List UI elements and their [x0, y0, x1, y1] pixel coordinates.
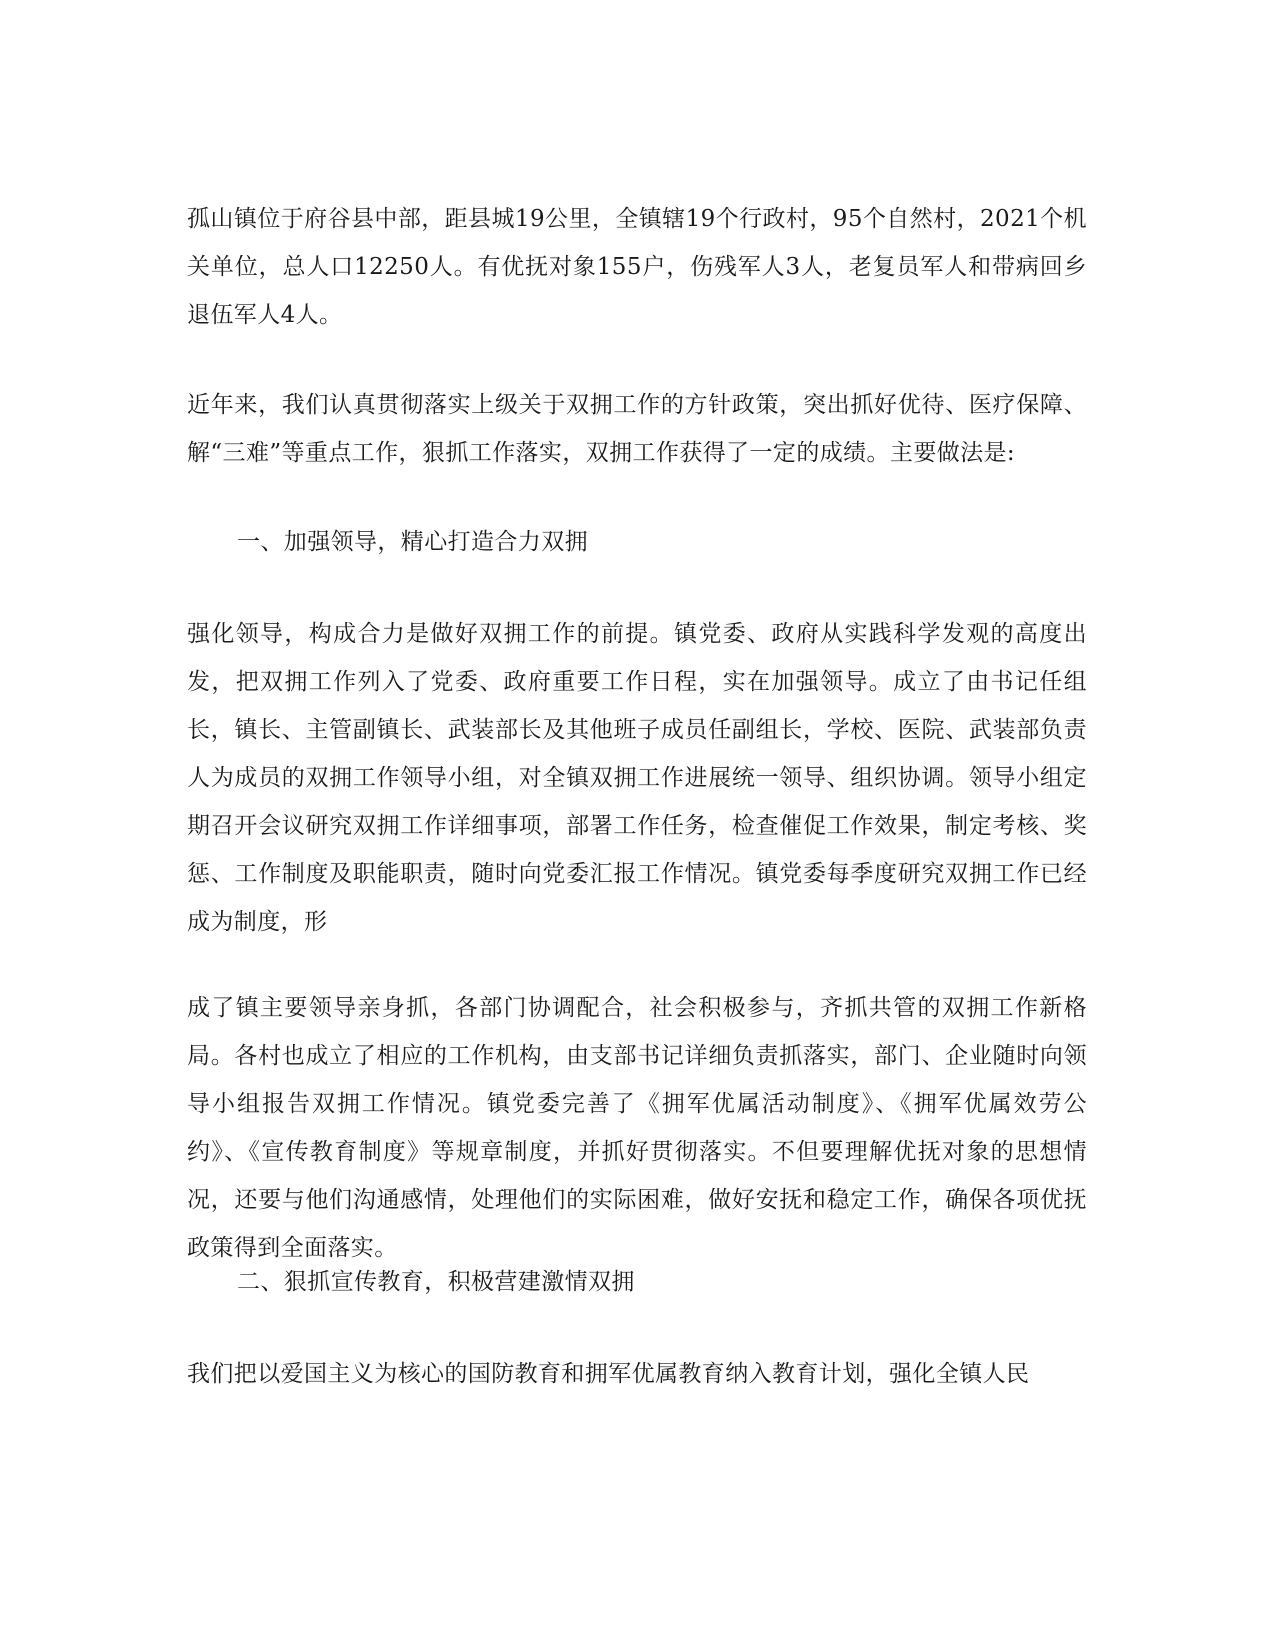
- paragraph-leadership-continued: 成了镇主要领导亲身抓，各部门协调配合，社会积极参与，齐抓共管的双拥工作新格局。各村也成立了相应的工作机构，由支部书记详细负责抓落实，部门、企业随时向领导小组报告双拥工作情况。镇党委完善了《拥军优属活动制度》、《拥军优属效劳公约》、《宣传教育制度》等规章制度，并抓好贯彻落实。不但要理解优抚对象的思想情况，还要与他们沟通感情，处理他们的实际困难，做好安抚和稳定工作，确保各项优抚政策得到全面落实。: [187, 995, 1087, 1261]
- section-heading-2: 二、狠抓宣传教育，积极营建激情双拥: [237, 1269, 635, 1295]
- paragraph-education: 我们把以爱国主义为核心的国防教育和拥军优属教育纳入教育计划，强化全镇人民: [187, 1361, 1030, 1387]
- section-heading-1: 一、加强领导，精心打造合力双拥: [237, 529, 588, 555]
- paragraph-introduction: 近年来，我们认真贯彻落实上级关于双拥工作的方针政策，突出抓好优待、医疗保障、解“三难”等重点工作，狠抓工作落实，双拥工作获得了一定的成绩。主要做法是:: [187, 392, 1087, 466]
- paragraph-town-overview: 孤山镇位于府谷县中部，距县城19公里，全镇辖19个行政村，95个自然村，2021个机关单位，总人口12250人。有优抚对象155户，伤残军人3人，老复员军人和带病回乡退伍军人4人。: [187, 206, 1087, 328]
- paragraph-leadership: 强化领导，构成合力是做好双拥工作的前提。镇党委、政府从实践科学发观的高度出发，把双拥工作列入了党委、政府重要工作日程，实在加强领导。成立了由书记任组长，镇长、主管副镇长、武装部长及其他班子成员任副组长，学校、医院、武装部负责人为成员的双拥工作领导小组，对全镇双拥工作进展统一领导、组织协调。领导小组定期召开会议研究双拥工作详细事项，部署工作任务，检查催促工作效果，制定考核、奖惩、工作制度及职能职责，随时向党委汇报工作情况。镇党委每季度研究双拥工作已经成为制度，形: [187, 621, 1087, 935]
